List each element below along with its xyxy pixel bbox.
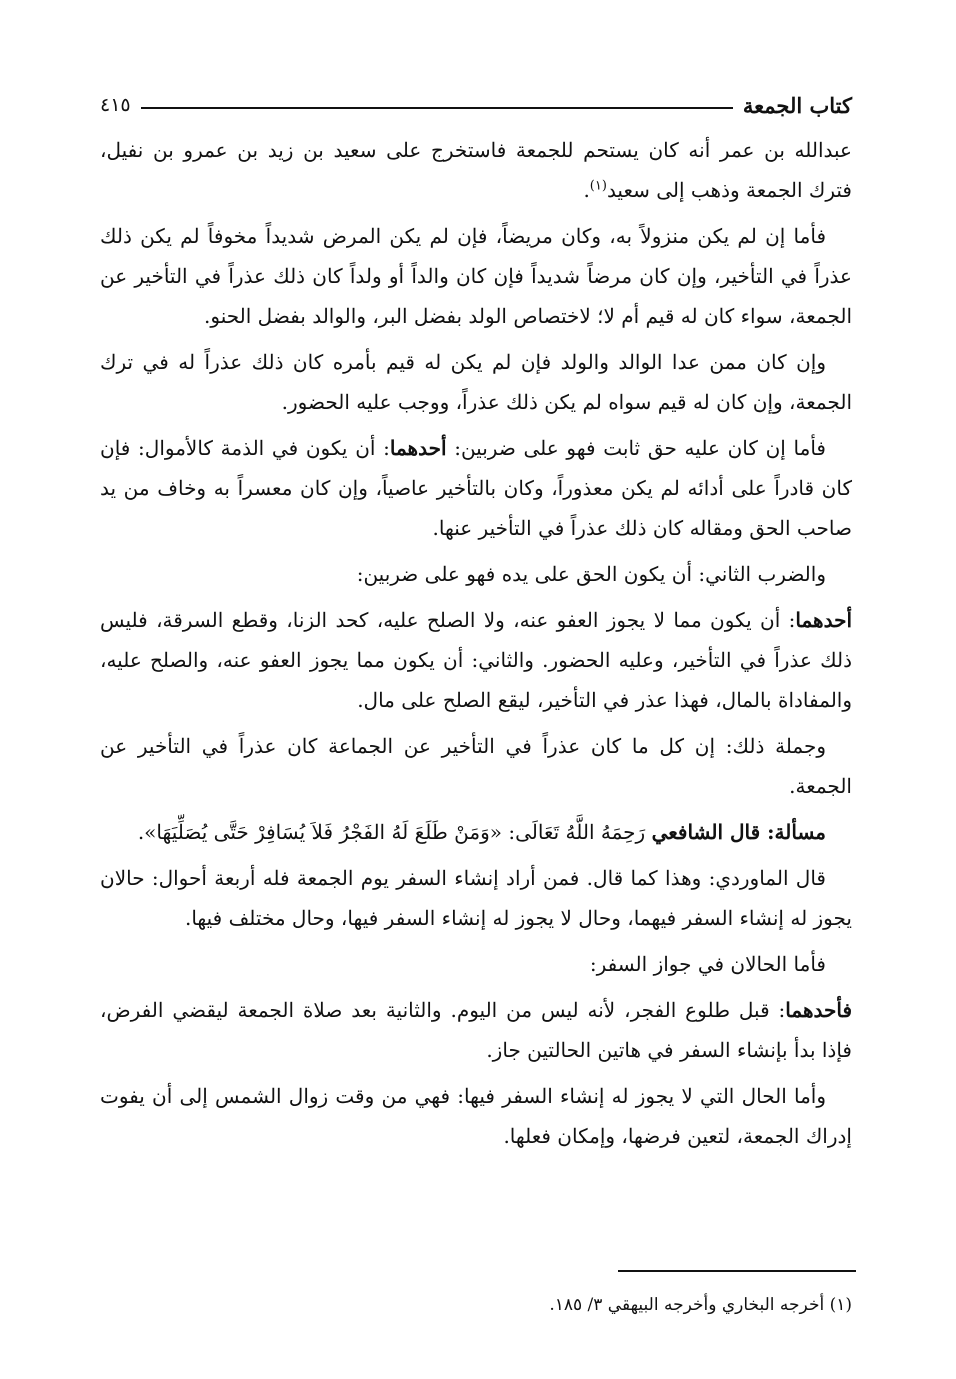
page-body [100,88,852,1162]
paragraph-12: وأما الحال التي لا يجوز له إنشاء السفر فيها: فهي من وقت زوال الشمس إلى أن يفوت إدراك الجمعة، لتعين فرضها، وإمكان فعلها. [100,1084,852,1148]
paragraph-4: فأما إن كان عليه حق ثابت فهو على ضربين: أحدهما: أن يكون في الذمة كالأموال: فإن كان قادراً على أدائه لم يكن معذوراً، وكان بالتأخير عاصياً، وإن كان معسراً به وخاف من يد صاحب الحق ومقاله كان ذلك عذراً في التأخير عنها. [100,436,852,540]
book-title: كتاب الجمعة [742,92,852,118]
footnote: (١) أخرجه البخاري وأخرجه البيهقي ٣/ ١٨٥. [549,1295,852,1315]
paragraph-9: قال الماوردي: وهذا كما قال. فمن أراد إنشاء السفر يوم الجمعة فله أربعة أحوال: حالان يجوز له إنشاء السفر فيهما، وحال لا يجوز له إنشاء السفر فيها، وحال مختلف فيها. [100,866,852,930]
paragraph-11: فأحدهما: قبل طلوع الفجر، لأنه ليس من اليوم. والثانية بعد صلاة الجمعة ليقضي الفرض، فإذا بدأ بإنشاء السفر في هاتين الحالتين جاز. [100,998,852,1062]
paragraph-7: وجملة ذلك: إن كل ما كان عذراً في التأخير عن الجماعة كان عذراً في التأخير عن الجمعة. [100,734,852,798]
running-header [100,88,852,122]
paragraph-10: فأما الحالان في جواز السفر: [589,952,826,976]
footnote-rule [618,1270,856,1272]
paragraph-5: والضرب الثاني: أن يكون الحق على يده فهو على ضربين: [356,562,826,586]
bold-term: قال الشافعي [651,820,761,844]
header-rule [141,107,733,109]
paragraph-8: مسألة: قال الشافعي رَحِمَهُ اللَّهُ تَعَالَى: «وَمَنْ طَلَعَ لَهُ الفَجْرُ فَلاَ يُسَافِرْ حَتَّى يُصَلِّيَهَا». [137,820,826,844]
paragraph-6: أحدهما: أن يكون مما لا يجوز العفو عنه، ولا الصلح عليه، كحد الزنا، وقطع السرقة، فليس ذلك عذراً في التأخير، وعليه الحضور. والثاني: أن يكون مما يجوز العفو عنه، والصلح عليه، والمفاداة بالمال، فهذا عذر في التأخير، ليقع الصلح على مال. [100,608,852,712]
paragraph-1: عبدالله بن عمر أنه كان يستحم للجمعة فاستخرج على سعيد بن زيد بن عمرو بن نفيل، فترك الجمعة وذهب إلى سعيد$^{(١)}$. [100,138,852,202]
bold-term: فأحدهما [785,998,852,1022]
bold-term: أحدهما [795,608,852,632]
bold-term: أحدهما [389,436,447,460]
paragraph-2: فأما إن لم يكن منزولاً به، وكان مريضاً، فإن لم يكن المرض شديداً مخوفاً لم يكن ذلك عذراً في التأخير، وإن كان مرضاً شديداً فإن كان والداً أو ولداً كان ذلك عذراً في التأخير عن الجمعة، سواء كان له قيم أم لا؛ لاختصاص الولد بفضل البر، والوالد بفضل الحنو. [100,224,852,328]
footnote-marker: (١) [589,178,607,194]
paragraph-3: وإن كان ممن عدا الوالد والولد فإن لم يكن له قيم بأمره كان ذلك عذراً له في ترك الجمعة، وإن كان له قيم سواه لم يكن ذلك عذراً، ووجب عليه الحضور. [100,350,852,414]
page-number: ٤١٥ [100,94,131,116]
